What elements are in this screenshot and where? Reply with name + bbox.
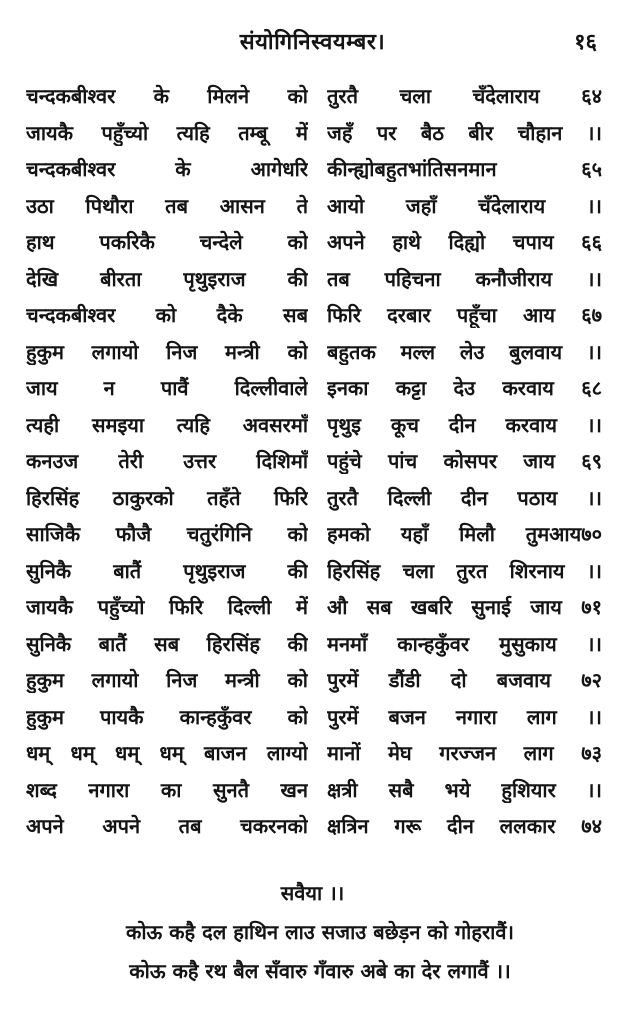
left-line: जायकै पहुँच्यो त्यहि तम्बू में [26, 120, 308, 145]
left-line: हाथ पकरिकै चन्देले को [26, 230, 308, 254]
verse-row [0, 812, 625, 849]
verse-row [0, 192, 625, 229]
right-line: आयो जहाँ चँदेलाराय ।। [327, 193, 602, 218]
right-line: तुरतै चला चँदेलाराय ६४ [327, 84, 602, 108]
left-line: धम् धम् धम् धम् बाजन लाग्यो [26, 741, 308, 765]
left-line: चन्दकबीश्वर को दैके सब [26, 303, 308, 327]
verse-row [0, 484, 625, 521]
right-line: मानों मेघ गरज्जन लाग ७३ [327, 741, 602, 765]
left-line: सुनिकै बातैं सब हिरसिंह की [26, 631, 308, 656]
left-line: शब्द नगारा का सुनतै खन [26, 777, 308, 802]
right-line: क्षत्रिन गरू दीन ललकार ७४ [327, 814, 602, 838]
right-line: अपने हाथे दिह्यो चपाय ६६ [327, 230, 602, 254]
right-line: कीन्ह्योबहुतभांतिसनमान ६५ [327, 157, 602, 181]
right-line: फिरि दरबार पहूँचा आय ६७ [327, 303, 602, 327]
verse-row [0, 228, 625, 265]
verse-row [0, 301, 625, 338]
right-line: पुरमें बजन नगारा लाग ।। [327, 704, 602, 729]
left-line: हिरसिंह ठाकुरको तहँते फिरि [26, 485, 308, 510]
verse-row [0, 447, 625, 484]
left-line: कनउज तेरी उत्तर दिशिमाँ [26, 449, 308, 473]
left-line: त्यही समइया त्यहि अवसरमाँ [26, 412, 308, 437]
left-line: हुकुम लगायो निज मन्त्री को [26, 668, 308, 692]
right-line: मनमाँ कान्हकुँवर मुसुकाय ।। [327, 631, 602, 656]
left-line: साजिकै फौजै चतुरंगिनि को [26, 522, 308, 546]
verse-lines [0, 82, 625, 849]
left-line: अपने अपने तब चकरनको [26, 814, 308, 838]
left-line: जाय न पावैं दिल्लीवाले [26, 376, 308, 400]
right-line: इनका कट्टा देउ करवाय ६८ [327, 376, 602, 400]
section-heading: सवैया ।। [280, 881, 345, 905]
right-line: जहँ पर बैठ बीर चौहान ।। [327, 120, 602, 145]
right-line: बहुतक मल्ल लेउ बुलवाय ।। [327, 339, 602, 364]
verse-row [0, 155, 625, 192]
verse-row [0, 593, 625, 630]
left-line: चन्दकबीश्वर के मिलने को [26, 84, 308, 108]
left-line: हुकुम लगायो निज मन्त्री को [26, 339, 308, 364]
right-line: औ सब खबरि सुनाई जाय ७१ [327, 595, 602, 619]
left-line: हुकुम पायकै कान्हकुँवर को [26, 704, 308, 729]
left-line: देखि बीरता पृथुइराज की [26, 266, 308, 291]
right-line: क्षत्री सबै भये हुशियार ।। [327, 777, 602, 802]
verse-row [0, 776, 625, 813]
right-line: पुरमें डौंडी दो बजवाय ७२ [327, 668, 602, 692]
verse-row [0, 338, 625, 375]
right-line: पृथुइ कूच दीन करवाय ।। [327, 412, 602, 437]
verse-row [0, 557, 625, 594]
left-line: उठा पिथौरा तब आसन ते [26, 193, 308, 218]
verse-row [0, 666, 625, 703]
savaiya-line: कोऊ कहै दल हाथिन लाउ सजाउ बछेड़न को गोहरावैं। [125, 920, 515, 944]
page-number: १६ [574, 30, 597, 55]
verse-row [0, 739, 625, 776]
left-line: जायकै पहुँच्यो फिरि दिल्ली में [26, 595, 308, 619]
verse-row [0, 82, 625, 119]
verse-row [0, 119, 625, 156]
right-line: पहुंचे पांच कोसपर जाय ६९ [327, 449, 602, 473]
right-line: तब पहिचना कनौजीराय ।। [327, 266, 602, 291]
right-line: हमको यहाँ मिलौ तुमआय७० [327, 522, 602, 546]
verse-row [0, 411, 625, 448]
page-title: संयोगिनिस्वयम्बर। [239, 30, 386, 55]
right-line: हिरसिंह चला तुरत शिरनाय ।। [327, 558, 602, 583]
verse-row [0, 374, 625, 411]
verse-row [0, 703, 625, 740]
left-line: चन्दकबीश्वर के आगेधरि [26, 157, 308, 181]
verse-row [0, 265, 625, 302]
savaiya-line: कोऊ कहै रथ बैल सँवारु गँवारु अबे का देर लगावैं ।। [129, 959, 511, 983]
left-line: सुनिकै बातैं पृथुइराज की [26, 558, 308, 583]
right-line: तुरतै दिल्ली दीन पठाय ।। [327, 485, 602, 510]
verse-row [0, 630, 625, 667]
verse-row [0, 520, 625, 557]
